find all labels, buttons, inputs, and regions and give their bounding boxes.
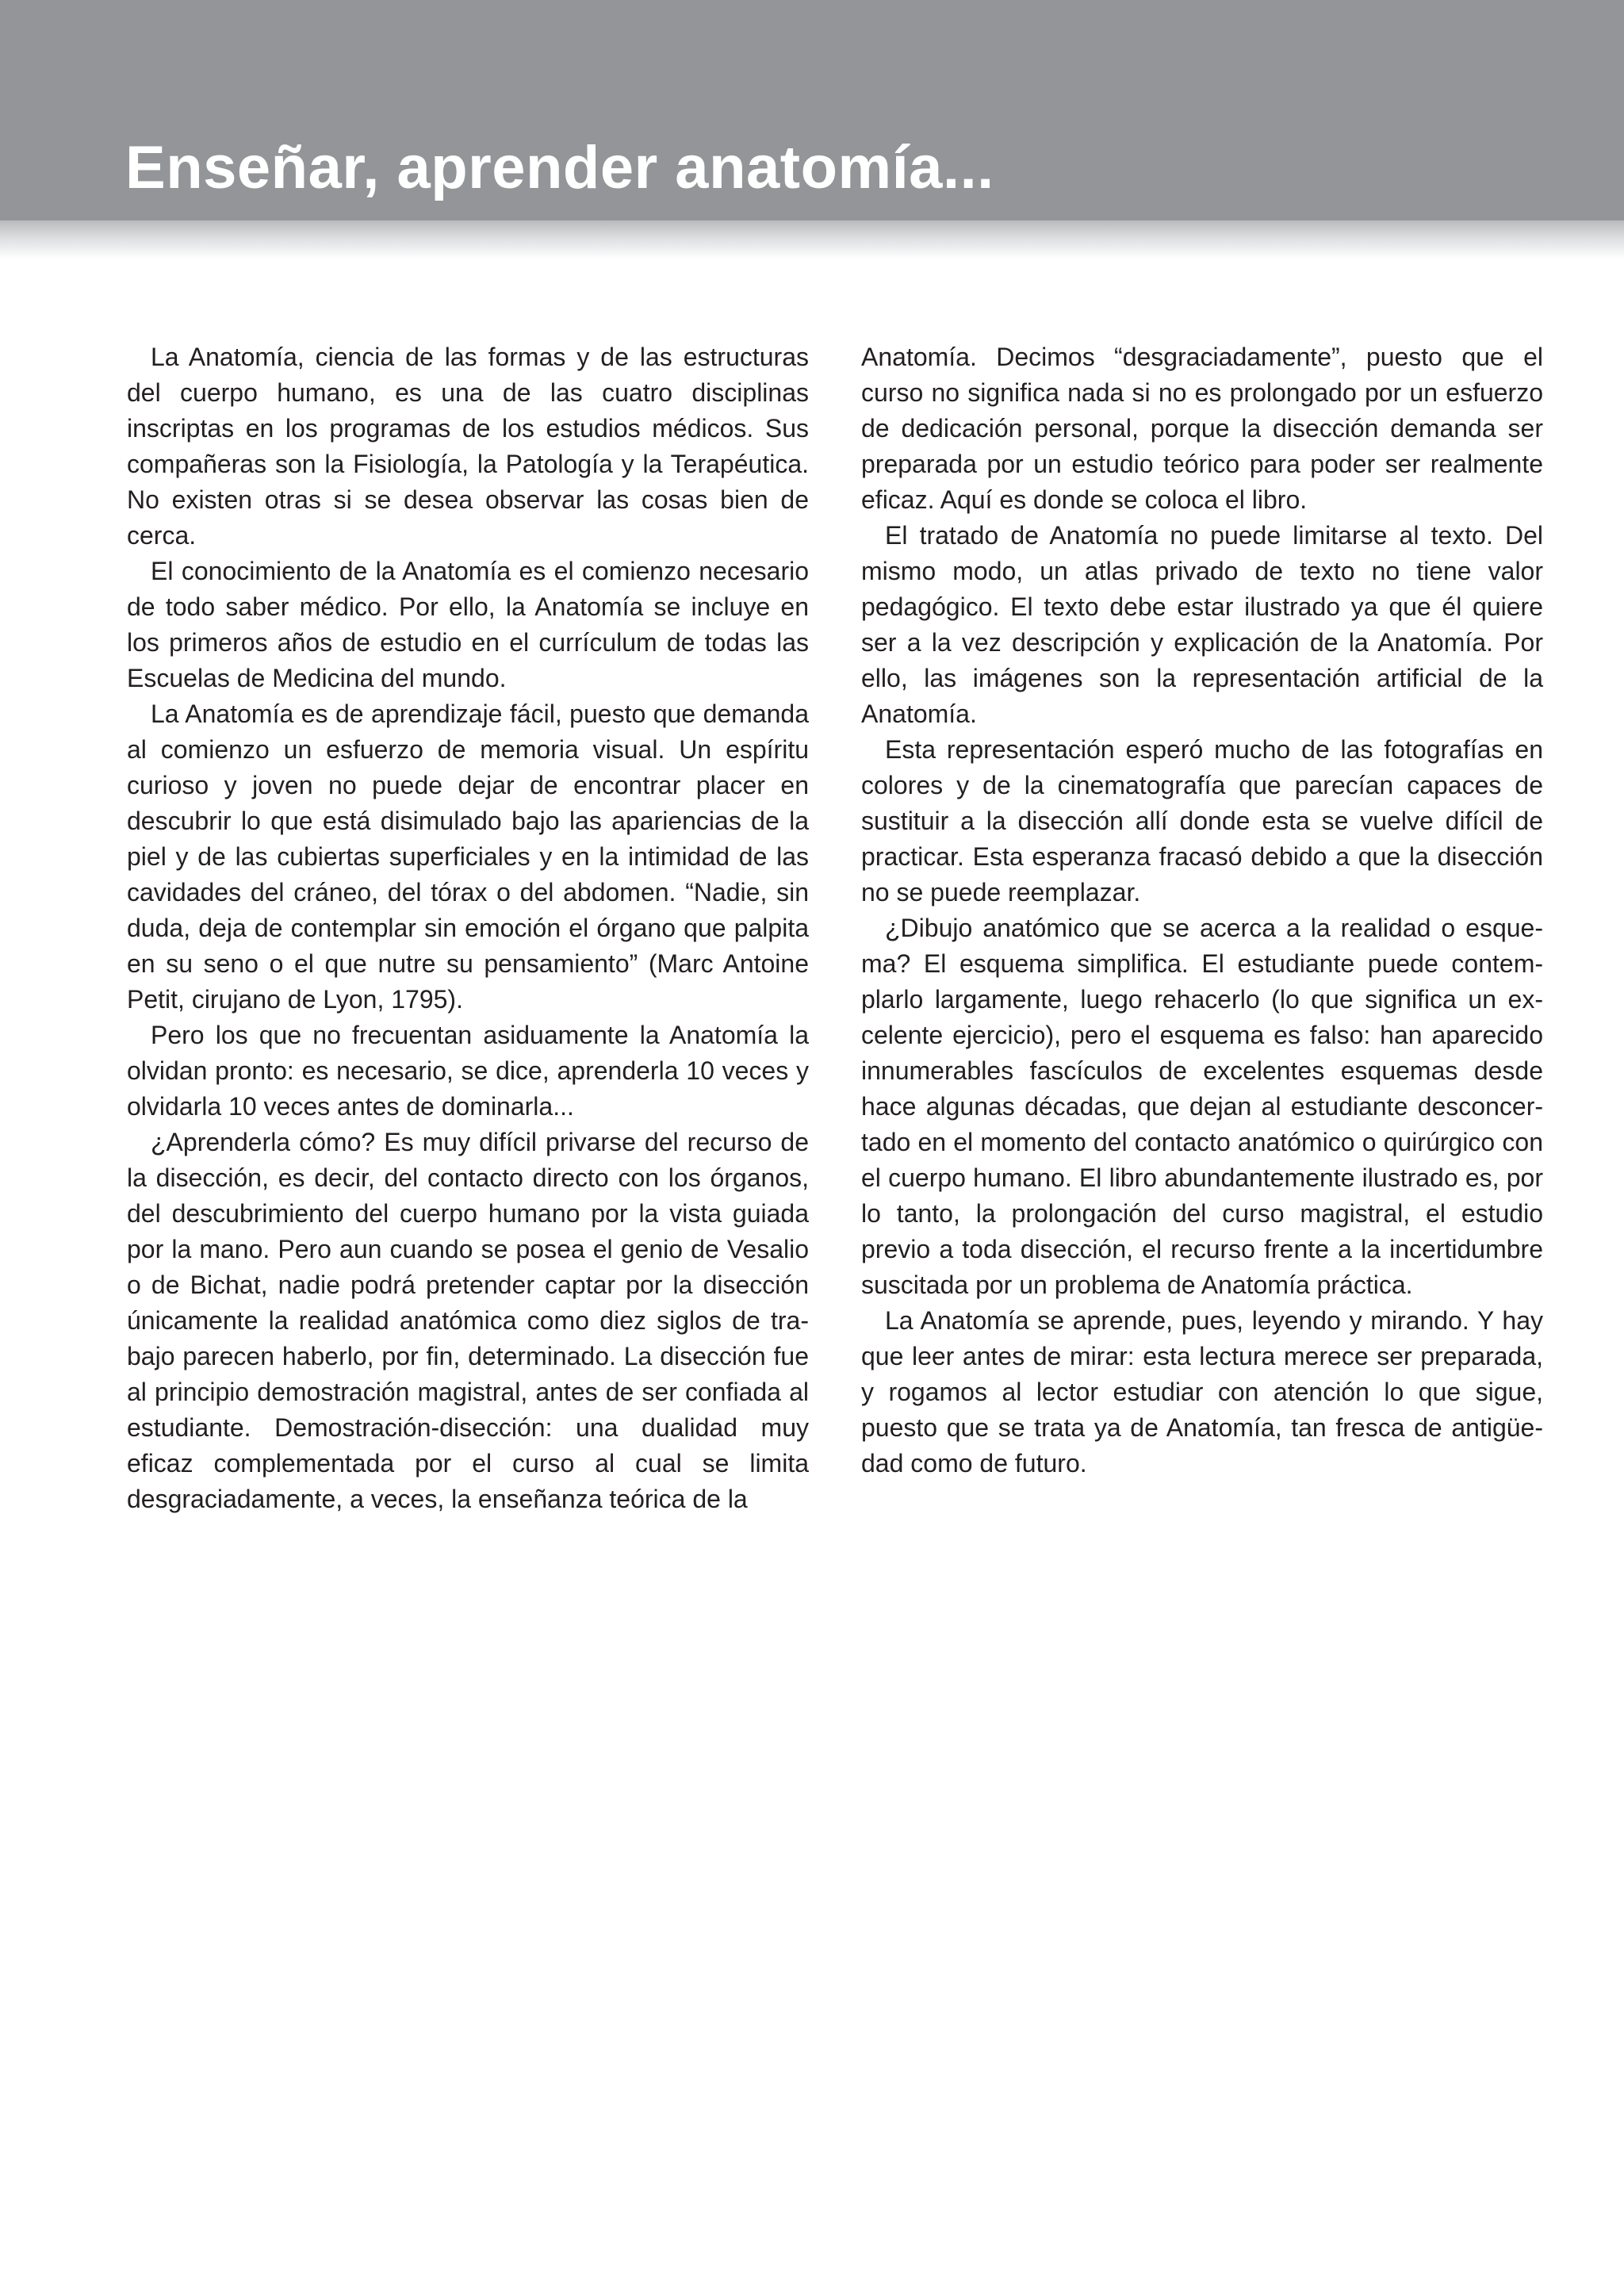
paragraph: ¿Aprenderla cómo? Es muy difícil privarse del recurso de la disección, es decir, del contacto directo con los órganos, del descubrimiento del cuerpo humano por la vista guiada por la mano. Pero aun cuando se posea el genio de Vesalio o de Bichat, nadie podrá pretender captar por la disección únicamente la realidad anatómica como diez siglos de trabajo parecen haberlo, por fin, determinado. La disección fue al principio demostración magistral, antes de ser confiada al estudiante. Demostración-disección: una dualidad muy eficaz complementada por el curso al cual se limita desgraciadamente, a veces, la enseñanza teórica de la [127, 1128, 809, 1513]
paragraph: El conocimiento de la Anatomía es el comienzo necesario de todo saber médico. Por ello, la Anatomía se incluye en los primeros años de estudio en el currículum de todas las Escuelas de Medicina del mundo. [127, 557, 809, 692]
paragraph: ¿Dibujo anatómico que se acerca a la realidad o esquema? El esquema simplifica. El estudiante puede contemplarlo largamente, luego rehacerlo (lo que significa un excelente ejercicio), pero el esquema es falso: han aparecido innumerables fascículos de excelentes esquemas desde hace algunas décadas, que dejan al estudiante desconcertado en el momento del contacto anatómico o quirúrgico con el cuerpo humano. El libro abundantemente ilustrado es, por lo tanto, la prolongación del curso magistral, el estudio previo a toda disección, el recurso frente a la incertidumbre suscitada por un problema de Anatomía práctica. [861, 914, 1543, 1299]
paragraph: La Anatomía es de aprendizaje fácil, puesto que demanda al comienzo un esfuerzo de memoria visual. Un espíritu curioso y joven no puede dejar de encontrar placer en descubrir lo que está disimulado bajo las apariencias de la piel y de las cubiertas superficiales y en la intimidad de las cavidades del cráneo, del tórax o del abdomen. “Nadie, sin duda, deja de contemplar sin emoción el órgano que palpita en su seno o el que nutre su pensamiento” (Marc Antoine Petit, cirujano de Lyon, 1795). [127, 700, 809, 1014]
left-column [127, 339, 809, 1517]
body-columns [127, 339, 1543, 1517]
page-title: Enseñar, aprender anatomía... [125, 134, 994, 201]
paragraph-continuation: Anatomía. Decimos “desgraciadamente”, puesto que el curso no significa nada si no es prolongado por un esfuerzo de dedicación personal, porque la disección demanda ser preparada por un estudio teórico para poder ser realmente eficaz. Aquí es donde se coloca el libro. [861, 343, 1543, 514]
paragraph: Pero los que no frecuentan asiduamente la Anatomía la olvidan pronto: es necesario, se dice, aprenderla 10 veces y olvidarla 10 veces antes de dominarla... [127, 1021, 809, 1121]
paragraph: El tratado de Anatomía no puede limitarse al texto. Del mismo modo, un atlas privado de texto no tiene valor pedagógico. El texto debe estar ilustrado ya que él quiere ser a la vez descripción y explicación de la Anatomía. Por ello, las imágenes son la representación artificial de la Anatomía. [861, 521, 1543, 728]
header-band [0, 0, 1624, 220]
paragraph: Esta representación esperó mucho de las fotografías en colores y de la cinematografía que parecían capaces de sustituir a la disección allí donde esta se vuelve difícil de practicar. Esta esperanza fracasó debido a que la disección no se puede reemplazar. [861, 735, 1543, 907]
paragraph: La Anatomía, ciencia de las formas y de las estructuras del cuerpo humano, es una de las cuatro disciplinas inscriptas en los programas de los estudios médicos. Sus compañeras son la Fisiología, la Patología y la Terapéutica. No existen otras si se desea observar las cosas bien de cerca. [127, 343, 809, 550]
header-shadow [0, 220, 1624, 259]
paragraph: La Anatomía se aprende, pues, leyendo y mirando. Y hay que leer antes de mirar: esta lectura merece ser preparada, y rogamos al lector estudiar con atención lo que sigue, puesto que se trata ya de Anatomía, tan fresca de antigüedad como de futuro. [861, 1306, 1543, 1478]
right-column [861, 339, 1543, 1517]
